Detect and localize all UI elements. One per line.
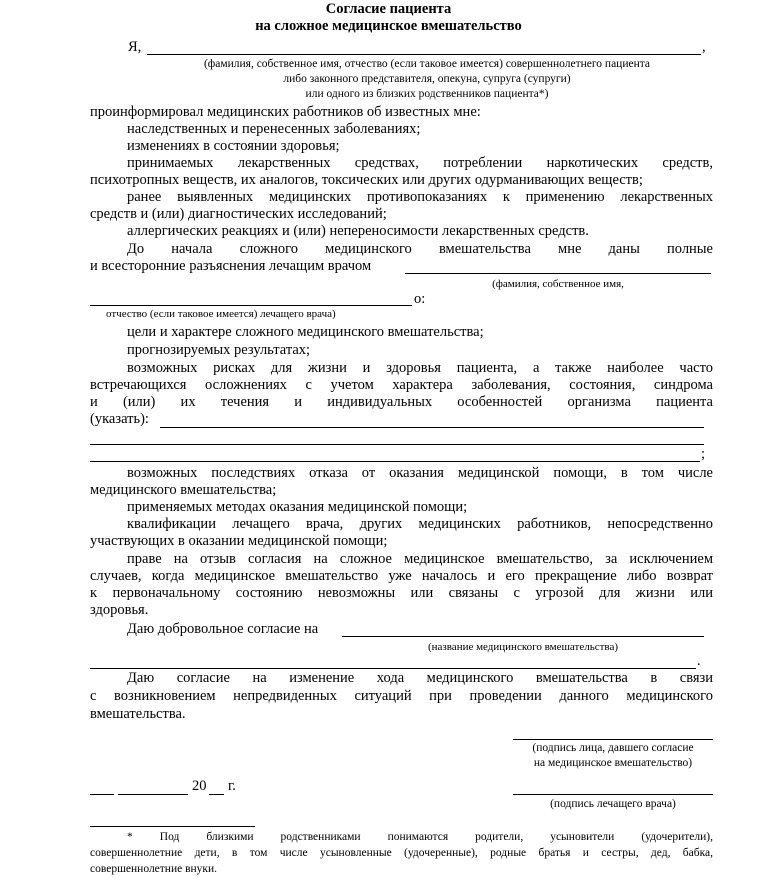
footnote-line-3: совершеннолетние внуки. — [90, 863, 218, 875]
change-line-1: Даю согласие на изменение хода медицинского вмешательства в связи — [127, 670, 713, 686]
informed-item-1: наследственных и перенесенных заболеваниях; — [127, 121, 421, 137]
explained-item-3: возможных рисках для жизни и здоровья пациента, а также наиболее часто — [127, 360, 713, 376]
comma: , — [702, 39, 706, 55]
intervention-name-field-2[interactable] — [90, 668, 696, 669]
informed-item-4-cont: средств и (или) диагностических исследований; — [90, 206, 387, 222]
explained-item-3-cont-2: и (или) их течения и индивидуальных особенностей организма пациента — [90, 394, 713, 410]
date-year-field[interactable] — [209, 794, 224, 795]
doctor-signature-hint: (подпись лечащего врача) — [550, 798, 676, 810]
change-line-2: с возникновением непредвиденных ситуаций при проведении данного медицинского — [90, 688, 713, 704]
informed-lead: проинформировал медицинских работников об известных мне: — [90, 104, 481, 120]
risks-field-2[interactable] — [90, 444, 704, 445]
doctor-name-hint-b: отчество (если таковое имеется) лечащего врача) — [106, 308, 336, 320]
doctor-name-field-1[interactable] — [405, 273, 711, 274]
intervention-name-hint: (название медицинского вмешательства) — [427, 641, 618, 653]
explained-colon: о: — [414, 291, 426, 307]
informed-item-4: ранее выявленных медицинских противопоказаниях к применению лекарственных — [127, 189, 713, 205]
footnote-divider — [90, 826, 255, 827]
informed-item-2: изменениях в состоянии здоровья; — [127, 138, 340, 154]
further-item-4: праве на отзыв согласия на сложное медицинское вмешательство, за исключением — [127, 551, 713, 567]
consent-line: Даю добровольное согласие на — [127, 621, 319, 637]
intervention-name-field[interactable] — [342, 636, 704, 637]
explained-specify-label: (указать): — [90, 411, 149, 427]
doctor-name-field-2[interactable] — [90, 305, 412, 306]
patient-name-field[interactable] — [147, 54, 701, 55]
change-line-3: вмешательства. — [90, 706, 186, 722]
risks-semicolon: ; — [701, 446, 706, 462]
explained-line-2: и всесторонние разъяснения лечащим врачом — [90, 258, 372, 274]
explained-item-3-cont-1: встречающихся осложнениях с учетом характера заболевания, состояния, синдрома — [90, 377, 713, 393]
further-item-4-cont-3: здоровья. — [90, 602, 149, 618]
further-item-3-cont: участвующих в оказании медицинской помощи; — [90, 533, 388, 549]
further-item-1-cont: медицинского вмешательства; — [90, 482, 277, 498]
title-line-1: Согласие пациента — [325, 1, 452, 17]
patient-name-hint-3: или одного из близких родственников пациента*) — [305, 88, 549, 100]
date-year-prefix: 20 — [192, 778, 207, 794]
patient-signature-field[interactable] — [513, 739, 713, 740]
patient-signature-hint-1: (подпись лица, давшего согласие — [532, 742, 694, 754]
explained-item-2: прогнозируемых результатах; — [127, 342, 311, 358]
informed-item-5: аллергических реакциях и (или) непереносимости лекарственных средств. — [127, 223, 589, 239]
footnote-line-1: * Под близкими родственниками понимаются родители, усыновители (удочерители), — [127, 831, 713, 843]
date-year-suffix: г. — [228, 778, 236, 794]
explained-line-1: До начала сложного медицинского вмешательства мне даны полные — [127, 241, 713, 257]
patient-signature-hint-2: на медицинское вмешательство) — [533, 757, 693, 769]
consent-period: . — [697, 653, 701, 669]
ya-label: Я, — [128, 39, 142, 55]
further-item-4-cont-1: случаев, когда медицинское вмешательство уже началось и его прекращение либо возврат — [90, 568, 713, 584]
explained-item-1: цели и характере сложного медицинского вмешательства; — [127, 324, 484, 340]
date-day-field[interactable] — [90, 794, 114, 795]
further-item-3: квалификации лечащего врача, других медицинских работников, непосредственно — [127, 516, 713, 532]
further-item-4-cont-2: к первоначальному состоянию невозможны или связаны с угрозой для жизни или — [90, 585, 713, 601]
patient-name-hint-1: (фамилия, собственное имя, отчество (если таковое имеется) совершеннолетнего пациента — [203, 58, 651, 70]
title-line-2: на сложное медицинское вмешательство — [255, 18, 522, 34]
informed-item-3-cont: психотропных веществ, их аналогов, токсических или других одурманивающих веществ; — [90, 172, 643, 188]
informed-item-3: принимаемых лекарственных средствах, потреблении наркотических средств, — [127, 155, 713, 171]
risks-field-3[interactable] — [90, 461, 700, 462]
footnote-line-2: совершеннолетние дети, в том числе усыновленные (удочеренные), родные братья и сестры, дед, бабка, — [90, 847, 713, 859]
date-month-field[interactable] — [118, 794, 188, 795]
risks-field-1[interactable] — [160, 427, 704, 428]
doctor-name-hint-a: (фамилия, собственное имя, — [492, 278, 624, 290]
further-item-1: возможных последствиях отказа от оказания медицинской помощи, в том числе — [127, 465, 713, 481]
doctor-signature-field[interactable] — [513, 794, 713, 795]
further-item-2: применяемых методах оказания медицинской помощи; — [127, 499, 468, 515]
patient-name-hint-2: либо законного представителя, опекуна, супруга (супруги) — [283, 73, 571, 85]
